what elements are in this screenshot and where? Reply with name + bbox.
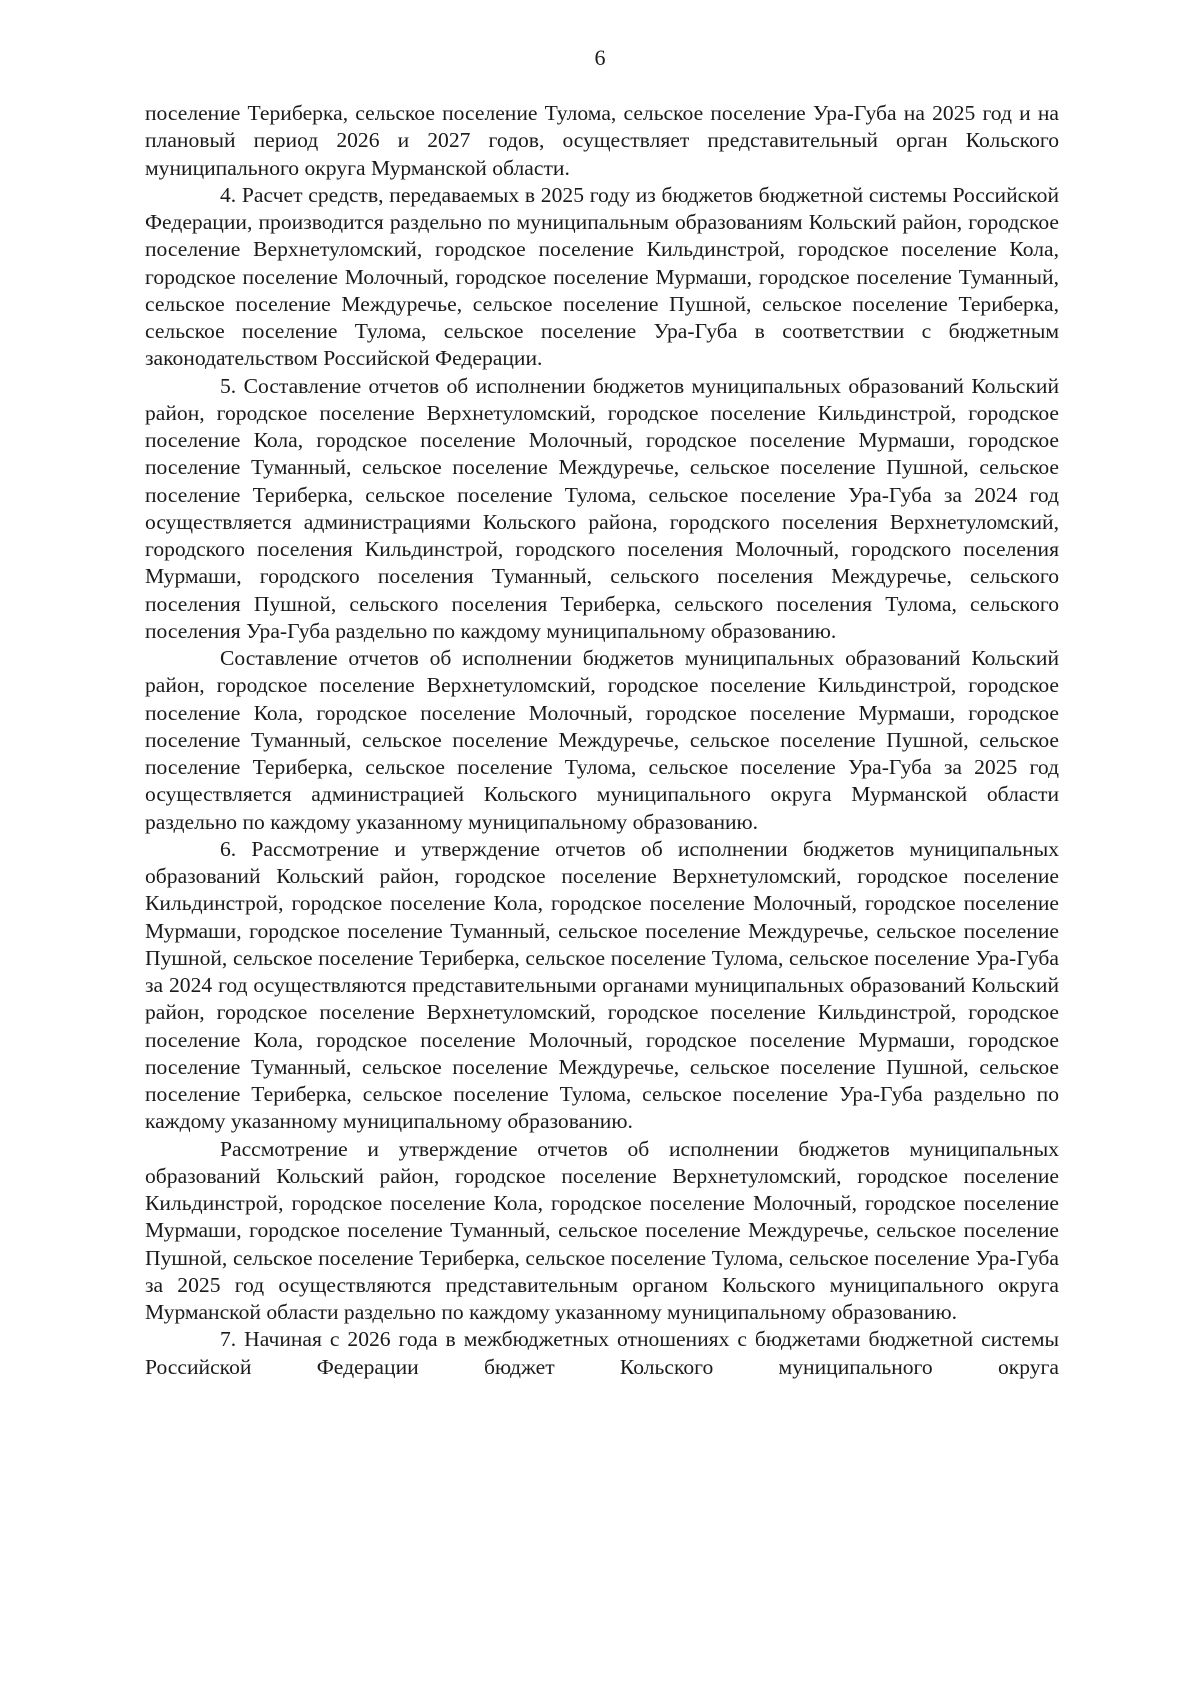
paragraph-item-4: 4. Расчет средств, передаваемых в 2025 году из бюджетов бюджетной системы Российской Федерации, производится раздельно по муниципальным образованиям Кольский район, городское поселение Верхнетуломский, городское поселение Кильдинстрой, городское поселение Кола, городское поселение Молочный, городское поселение Мурмаши, городское поселение Туманный, сельское поселение Междуречье, сельское поселение Пушной, сельское поселение Териберка, сельское поселение Тулома, сельское поселение Ура-Губа в соответствии с бюджетным законодательством Российской Федерации.: [145, 182, 1059, 371]
paragraph-item-5: 5. Составление отчетов об исполнении бюджетов муниципальных образований Кольский район, городское поселение Верхнетуломский, городское поселение Кильдинстрой, городское поселение Кола, городское поселение Молочный, городское поселение Мурмаши, городское поселение Туманный, сельское поселение Междуречье, сельское поселение Пушной, сельское поселение Териберка, сельское поселение Тулома, сельское поселение Ура-Губа за 2024 год осуществляется администрациями Кольского района, городского поселения Верхнетуломский, городского поселения Кильдинстрой, городского поселения Молочный, городского поселения Мурмаши, городского поселения Туманный, сельского поселения Междуречье, сельского поселения Пушной, сельского поселения Териберка, сельского поселения Тулома, сельского поселения Ура-Губа раздельно по каждому муниципальному образованию.: [145, 373, 1059, 643]
paragraph-item-6-second: Рассмотрение и утверждение отчетов об исполнении бюджетов муниципальных образований Кольский район, городское поселение Верхнетуломский, городское поселение Кильдинстрой, городское поселение Кола, городское поселение Молочный, городское поселение Мурмаши, городское поселение Туманный, сельское поселение Междуречье, сельское поселение Пушной, сельское поселение Териберка, сельское поселение Тулома, сельское поселение Ура-Губа за 2025 год осуществляются представительным органом Кольского муниципального округа Мурманской области раздельно по каждому указанному муниципальному образованию.: [145, 1136, 1059, 1324]
paragraph-item-6: 6. Рассмотрение и утверждение отчетов об исполнении бюджетов муниципальных образований Кольский район, городское поселение Верхнетуломский, городское поселение Кильдинстрой, городское поселение Кола, городское поселение Молочный, городское поселение Мурмаши, городское поселение Туманный, сельское поселение Междуречье, сельское поселение Пушной, сельское поселение Териберка, сельское поселение Тулома, сельское поселение Ура-Губа за 2024 год осуществляются представительными органами муниципальных образований Кольский район, городское поселение Верхнетуломский, городское поселение Кильдинстрой, городское поселение Кола, городское поселение Молочный, городское поселение Мурмаши, городское поселение Туманный, сельское поселение Междуречье, сельское поселение Пушной, сельское поселение Териберка, сельское поселение Тулома, сельское поселение Ура-Губа раздельно по каждому указанному муниципальному образованию.: [145, 836, 1059, 1134]
page-number: 6: [594, 45, 606, 70]
paragraph-item-7: 7. Начиная с 2026 года в межбюджетных отношениях с бюджетами бюджетной системы Российской Федерации бюджет Кольского муниципального округа: [145, 1327, 1059, 1379]
paragraph-item-5-second: Составление отчетов об исполнении бюджетов муниципальных образований Кольский район, городское поселение Верхнетуломский, городское поселение Кильдинстрой, городское поселение Кола, городское поселение Молочный, городское поселение Мурмаши, городское поселение Туманный, сельское поселение Междуречье, сельское поселение Пушной, сельское поселение Териберка, сельское поселение Тулома, сельское поселение Ура-Губа за 2025 год осуществляется администрацией Кольского муниципального округа Мурманской области раздельно по каждому указанному муниципальному образованию.: [145, 646, 1059, 834]
paragraph-continuation: поселение Териберка, сельское поселение Тулома, сельское поселение Ура-Губа на 2025 год и на плановый период 2026 и 2027 годов, осуществляет представительный орган Кольского муниципального округа Мурманской области.: [145, 101, 1059, 180]
document-body: [145, 100, 1059, 1381]
